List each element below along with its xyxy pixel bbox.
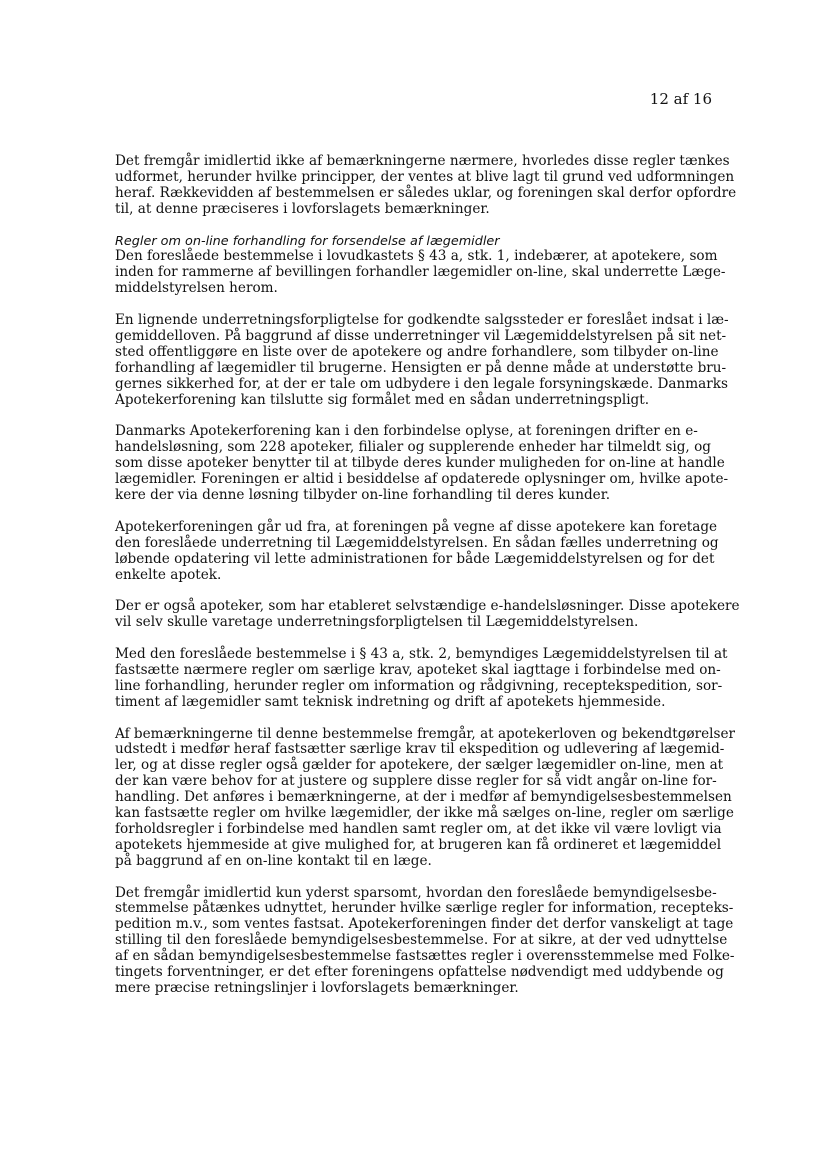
text-line: heraf. Rækkevidden af bestemmelsen er således uklar, og foreningen skal derfor opfordre	[115, 184, 737, 201]
text-line: middelstyrelsen herom.	[115, 280, 278, 297]
text-line: der kan være behov for at justere og supplere disse regler for så vidt angår on-line for-	[115, 773, 717, 790]
paragraph	[115, 312, 729, 408]
text-line: lægemidler. Foreningen er altid i besiddelse af opdaterede oplysninger om, hvilke apote-	[115, 471, 729, 488]
text-line: vil selv skulle varetage underretningsforpligtelsen til Lægemiddelstyrelsen.	[115, 614, 639, 631]
text-line: til, at denne præciseres i lovforslagets bemærkninger.	[115, 200, 490, 217]
text-line: Det fremgår imidlertid kun yderst sparsomt, hvordan den foreslåede bemyndigelsesbe-	[115, 884, 717, 901]
text-line: apotekets hjemmeside at give mulighed for, at brugeren kan få ordineret et lægemiddel	[115, 836, 722, 853]
text-line: pedition m.v., som ventes fastsat. Apotekerforeningen finder det derfor vanskeligt at tage	[115, 916, 734, 933]
text-line: Apotekerforening kan tilslutte sig formålet med en sådan underretningspligt.	[115, 391, 650, 408]
text-line: stemmelse påtænkes udnyttet, herunder hvilke særlige regler for information, recepteks-	[115, 900, 734, 917]
document-body	[115, 153, 740, 1013]
text-line: Der er også apoteker, som har etableret selvstændige e-handelsløsninger. Disse apotekere	[115, 598, 740, 615]
paragraph	[115, 423, 729, 504]
text-line: forholdsregler i forbindelse med handlen samt regler om, at det ikke vil være lovligt via	[115, 820, 722, 837]
text-line: line forhandling, herunder regler om information og rådgivning, receptekspedition, sor-	[115, 677, 723, 694]
text-line: udstedt i medfør heraf fastsætter særlige krav til ekspedition og udlevering af lægemid-	[115, 741, 725, 758]
paragraph	[115, 725, 736, 870]
text-line: mere præcise retningslinjer i lovforslagets bemærkninger.	[115, 980, 519, 996]
paragraph	[115, 598, 740, 631]
text-line: En lignende underretningsforpligtelse for godkendte salgssteder er foreslået indsat i læ-	[115, 312, 729, 329]
text-line: Den foreslåede bestemmelse i lovudkastets § 43 a, stk. 1, indebærer, at apotekere, som	[115, 248, 718, 265]
text-line: løbende opdatering vil lette administrationen for både Lægemiddelstyrelsen og for det	[115, 550, 715, 567]
text-line: Danmarks Apotekerforening kan i den forbindelse oplyse, at foreningen drifter en e-	[115, 423, 698, 440]
text-line: gemiddelloven. På baggrund af disse underretninger vil Lægemiddelstyrelsen på sit net-	[115, 327, 727, 344]
section-heading: Regler om on-line forhandling for forsendelse af lægemidler	[115, 233, 500, 249]
text-line: Med den foreslåede bestemmelse i § 43 a, stk. 2, bemyndiges Lægemiddelstyrelsen til at	[115, 646, 728, 662]
text-line: sted offentliggøre en liste over de apotekere og andre forhandlere, som tilbyder on-line	[115, 343, 719, 360]
text-line: kan fastsætte regler om hvilke lægemidler, der ikke må sælges on-line, regler om særlige	[115, 805, 734, 822]
text-line: inden for rammerne af bevillingen forhandler lægemidler on-line, skal underrette Læge-	[115, 264, 726, 281]
text-line: forhandling af lægemidler til brugerne. Hensigten er på denne måde at understøtte bru-	[115, 359, 727, 376]
paragraph	[115, 646, 728, 711]
page-number: 12 af 16	[649, 90, 712, 108]
text-line: enkelte apotek.	[115, 566, 222, 583]
text-line: timent af lægemidler samt teknisk indretning og drift af apotekets hjemmeside.	[115, 693, 666, 710]
text-line: Det fremgår imidlertid ikke af bemærkningerne nærmere, hvorledes disse regler tænkes	[115, 153, 730, 169]
text-line: udformet, herunder hvilke principper, der ventes at blive lagt til grund ved udformningen	[115, 168, 735, 185]
text-line: stilling til den foreslåede bemyndigelsesbestemmelse. For at sikre, at der ved udnyttelse	[115, 932, 728, 949]
text-line: tingets forventninger, er det efter foreningens opfattelse nødvendigt med uddybende og	[115, 964, 724, 981]
text-line: på baggrund af en on-line kontakt til en læge.	[115, 852, 432, 869]
text-line: kere der via denne løsning tilbyder on-line forhandling til deres kunder.	[115, 486, 611, 503]
text-line: den foreslåede underretning til Lægemiddelstyrelsen. En sådan fælles underretning og	[115, 534, 719, 551]
paragraph	[115, 233, 726, 298]
text-line: som disse apoteker benytter til at tilbyde deres kunder muligheden for on-line at handle	[115, 455, 725, 472]
text-line: Apotekerforeningen går ud fra, at foreningen på vegne af disse apotekere kan foretage	[115, 518, 718, 535]
text-line: Af bemærkningerne til denne bestemmelse fremgår, at apotekerloven og bekendtgørelser	[115, 725, 736, 742]
text-line: fastsætte nærmere regler om særlige krav, apoteket skal iagttage i forbindelse med on-	[115, 661, 721, 678]
text-line: ler, og at disse regler også gælder for apotekere, der sælger lægemidler on-line, men at	[115, 757, 724, 774]
text-line: handelsløsning, som 228 apoteker, filialer og supplerende enheder har tilmeldt sig, og	[115, 439, 711, 456]
paragraph	[115, 153, 737, 218]
text-line: gernes sikkerhed for, at der er tale om udbydere i den legale forsyningskæde. Danmarks	[115, 375, 728, 392]
paragraph	[115, 884, 735, 997]
paragraph	[115, 518, 719, 584]
text-line: handling. Det anføres i bemærkningerne, at der i medfør af bemyndigelsesbestemmelsen	[115, 789, 732, 806]
text-line: af en sådan bemyndigelsesbestemmelse fastsættes regler i overensstemmelse med Folke-	[115, 948, 735, 965]
